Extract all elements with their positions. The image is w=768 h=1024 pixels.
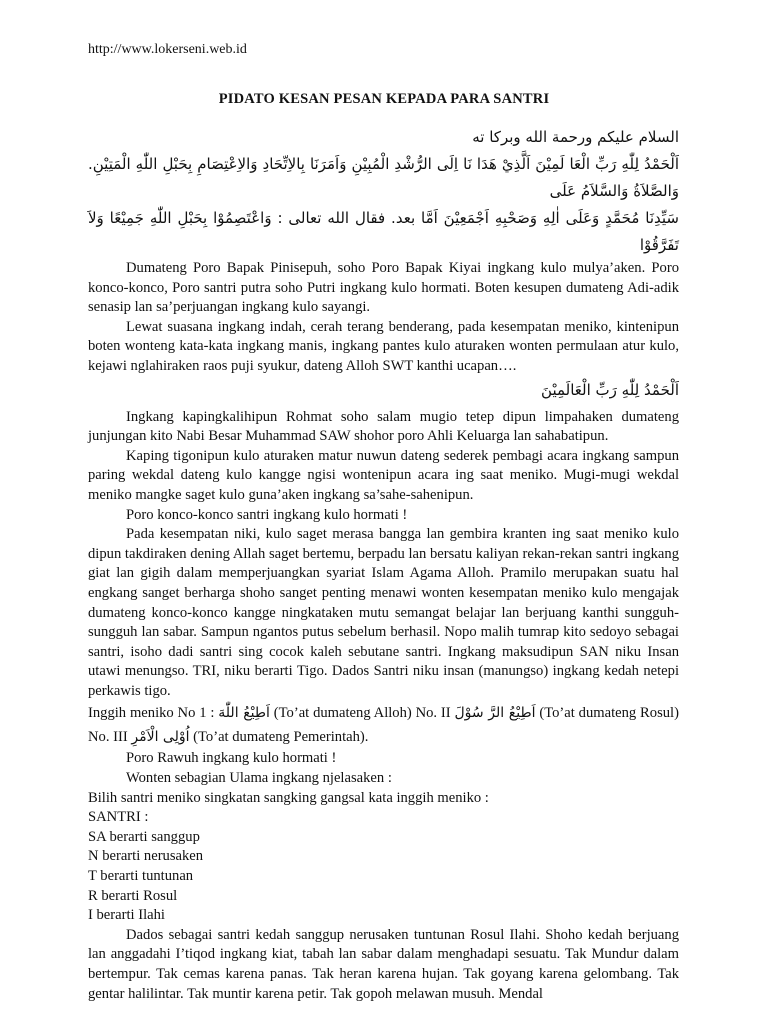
arabic-obey-rasul: اَطِيْعُ الرَّ سُوْلَ — [454, 705, 536, 722]
paragraph-thanks: Kaping tigonipun kulo aturaken matur nuwun dateng sederek pembagi acara ingkang sampun paring wekdal dateng kulo kangge ngisi wontenipun acara ing saat meniko. Mugi-mugi wekdal meniko mangke saget kulo guna’aken ingkang sa’sahe-sahenipun. — [88, 447, 679, 503]
arabic-salam: السلام عليكم ورحمة الله وبركا ته — [472, 128, 679, 146]
obedience-government-label: (To’at dumateng Pemerintah). — [193, 729, 369, 746]
paragraph-greeting: Dumateng Poro Bapak Pinisepuh, soho Poro Bapak Kiyai ingkang kulo mulya’aken. Poro konco-konco, Poro santri putra soho Putri ingkang kulo hormati. Boten kesupen dumateng Adi-adik senasip lan sa’perjuangan ingkang kulo sayangi. — [88, 260, 679, 316]
paragraph-conclusion: Dados sebagai santri kedah sanggup nerusaken tuntunan Rosul Ilahi. Shoho kedah berjuang lan anggadahi I’tiqod ingkang kiat, tabah lan sabar dalam menghadapi sesuatu. Tak Mundur dalam bertempur. Tak cemas karena panas. Tak heran karena hujan. Tak goyang karena gelombang. Tak gentar halilintar. Tak muntir karena petir. Tak gopoh melawan musuh. Mendal — [88, 926, 679, 1002]
santri-acronym-list — [88, 789, 679, 926]
paragraph-opening: Lewat suasana ingkang indah, cerah terang benderang, pada kesempatan meniko, kintenipun boten wonteng kata-kata ingkang manis, ingkang pantes kulo aturaken wonten permulaan atur kulo, kejawi nglahiraken raos puji syukur, dateng Alloh SWT kanthi ucapan…. — [88, 318, 679, 374]
arabic-opening-line-2: سَيِّدِنَا مُحَمَّدٍ وَعَلَى اٰلِهِ وَصَحْبِهِ اَجْمَعِيْنَ اَمَّا بعد. فقال الله تعالى : وَاعْتَصِمُوْا بِحَبْلِ اللّٰهِ جَمِيْعًا وَلاَ تَفَرَّقُوْا — [88, 209, 679, 254]
arabic-ulil-amri: اُوْلِى الْاَمْرِ — [131, 729, 190, 746]
arabic-obey-allah: اَطِيْعُ اللّٰهَ — [218, 705, 270, 722]
list-heading: SANTRI : — [88, 809, 149, 826]
list-item: I berarti Ilahi — [88, 907, 165, 924]
paragraph-audience: Poro Rawuh ingkang kulo hormati ! — [126, 750, 337, 767]
list-item: SA berarti sanggup — [88, 828, 200, 845]
paragraph-ulama: Wonten sebagian Ulama ingkang njelasaken : — [126, 770, 392, 787]
paragraph-address-santri: Poro konco-konco santri ingkang kulo hormati ! — [126, 506, 408, 523]
list-intro: Bilih santri meniko singkatan sangking gangsal kata inggih meniko : — [88, 789, 489, 806]
arabic-opening-line-1: اَلْحَمْدُ لِلّٰهِ رَبِّ الْعَا لَمِيْنَ اَلَّذِيْ هَدَا نَا اِلَى الرُّشْدِ الْمُبِيْنِ وَاَمَرَنَا بِالاِتِّحَادِ وَالاِعْتِصَامِ بِحَبْلِ اللّٰهِ الْمَتِيْنِ. وَالصَّلاَةُ وَالسَّلاَمُ عَلَى — [88, 155, 679, 200]
obedience-allah-label: (To’at dumateng Alloh) No. II — [273, 705, 451, 722]
speech-body — [88, 124, 679, 1004]
paragraph-three-obediences — [88, 701, 679, 749]
paragraph-sholawat: Ingkang kapingkalihipun Rohmat soho salam mugio tetep dipun limpahaken dumateng junjungan kito Nabi Besar Muhammad SAW shohor poro Ahli Keluarga lan sahabatipun. — [88, 408, 679, 445]
source-url[interactable]: http://www.lokerseni.web.id — [88, 42, 247, 57]
paragraph-santri-meaning: Pada kesempatan niki, kulo saget merasa bangga lan gembira kranten ing saat meniko kulo dipun takdiraken dening Allah saget bertemu, berpadu lan bersatu kaliyan rekan-rekan santri ingkang giat lan gigih dalam memperjuangkan syariat Islam Agama Alloh. Pramilo merupakan suatu hal engkang sanget berharga shoho sanget penting menawi wonten kesempatan meniko kulo mengajak dumateng konco-konco kangge ningkataken mutu semangat belajar lan berjuang kanthi sungguh-sungguh lan sabar. Sampun ngantos putus sebelum berhasil. Nopo malih tumrap kito sedoyo sebagai santri, isoho dadi santri sing cocok kaleh sebutane santri. Ingkang maksudipun SAN niku Insan utawi menungso. TRI, niku berarti Tigo. Dados Santri niku insan (manungso) ingkang kedah netepi perkawis tigo. — [88, 526, 679, 699]
page-title: PIDATO KESAN PESAN KEPADA PARA SANTRI — [218, 91, 550, 107]
list-item: R berarti Rosul — [88, 887, 178, 904]
obedience-intro: Inggih meniko No 1 : — [88, 705, 215, 722]
list-item: T berarti tuntunan — [88, 868, 194, 885]
arabic-hamdalah: اَلْحَمْدُ لِلّٰهِ رَبِّ الْعَالَمِيْنَ — [541, 380, 679, 399]
list-item: N berarti nerusaken — [88, 848, 204, 865]
obedience-three-number: No. III — [88, 729, 128, 746]
obedience-rasul-label: (To’at dumateng Rosul) — [539, 705, 679, 722]
